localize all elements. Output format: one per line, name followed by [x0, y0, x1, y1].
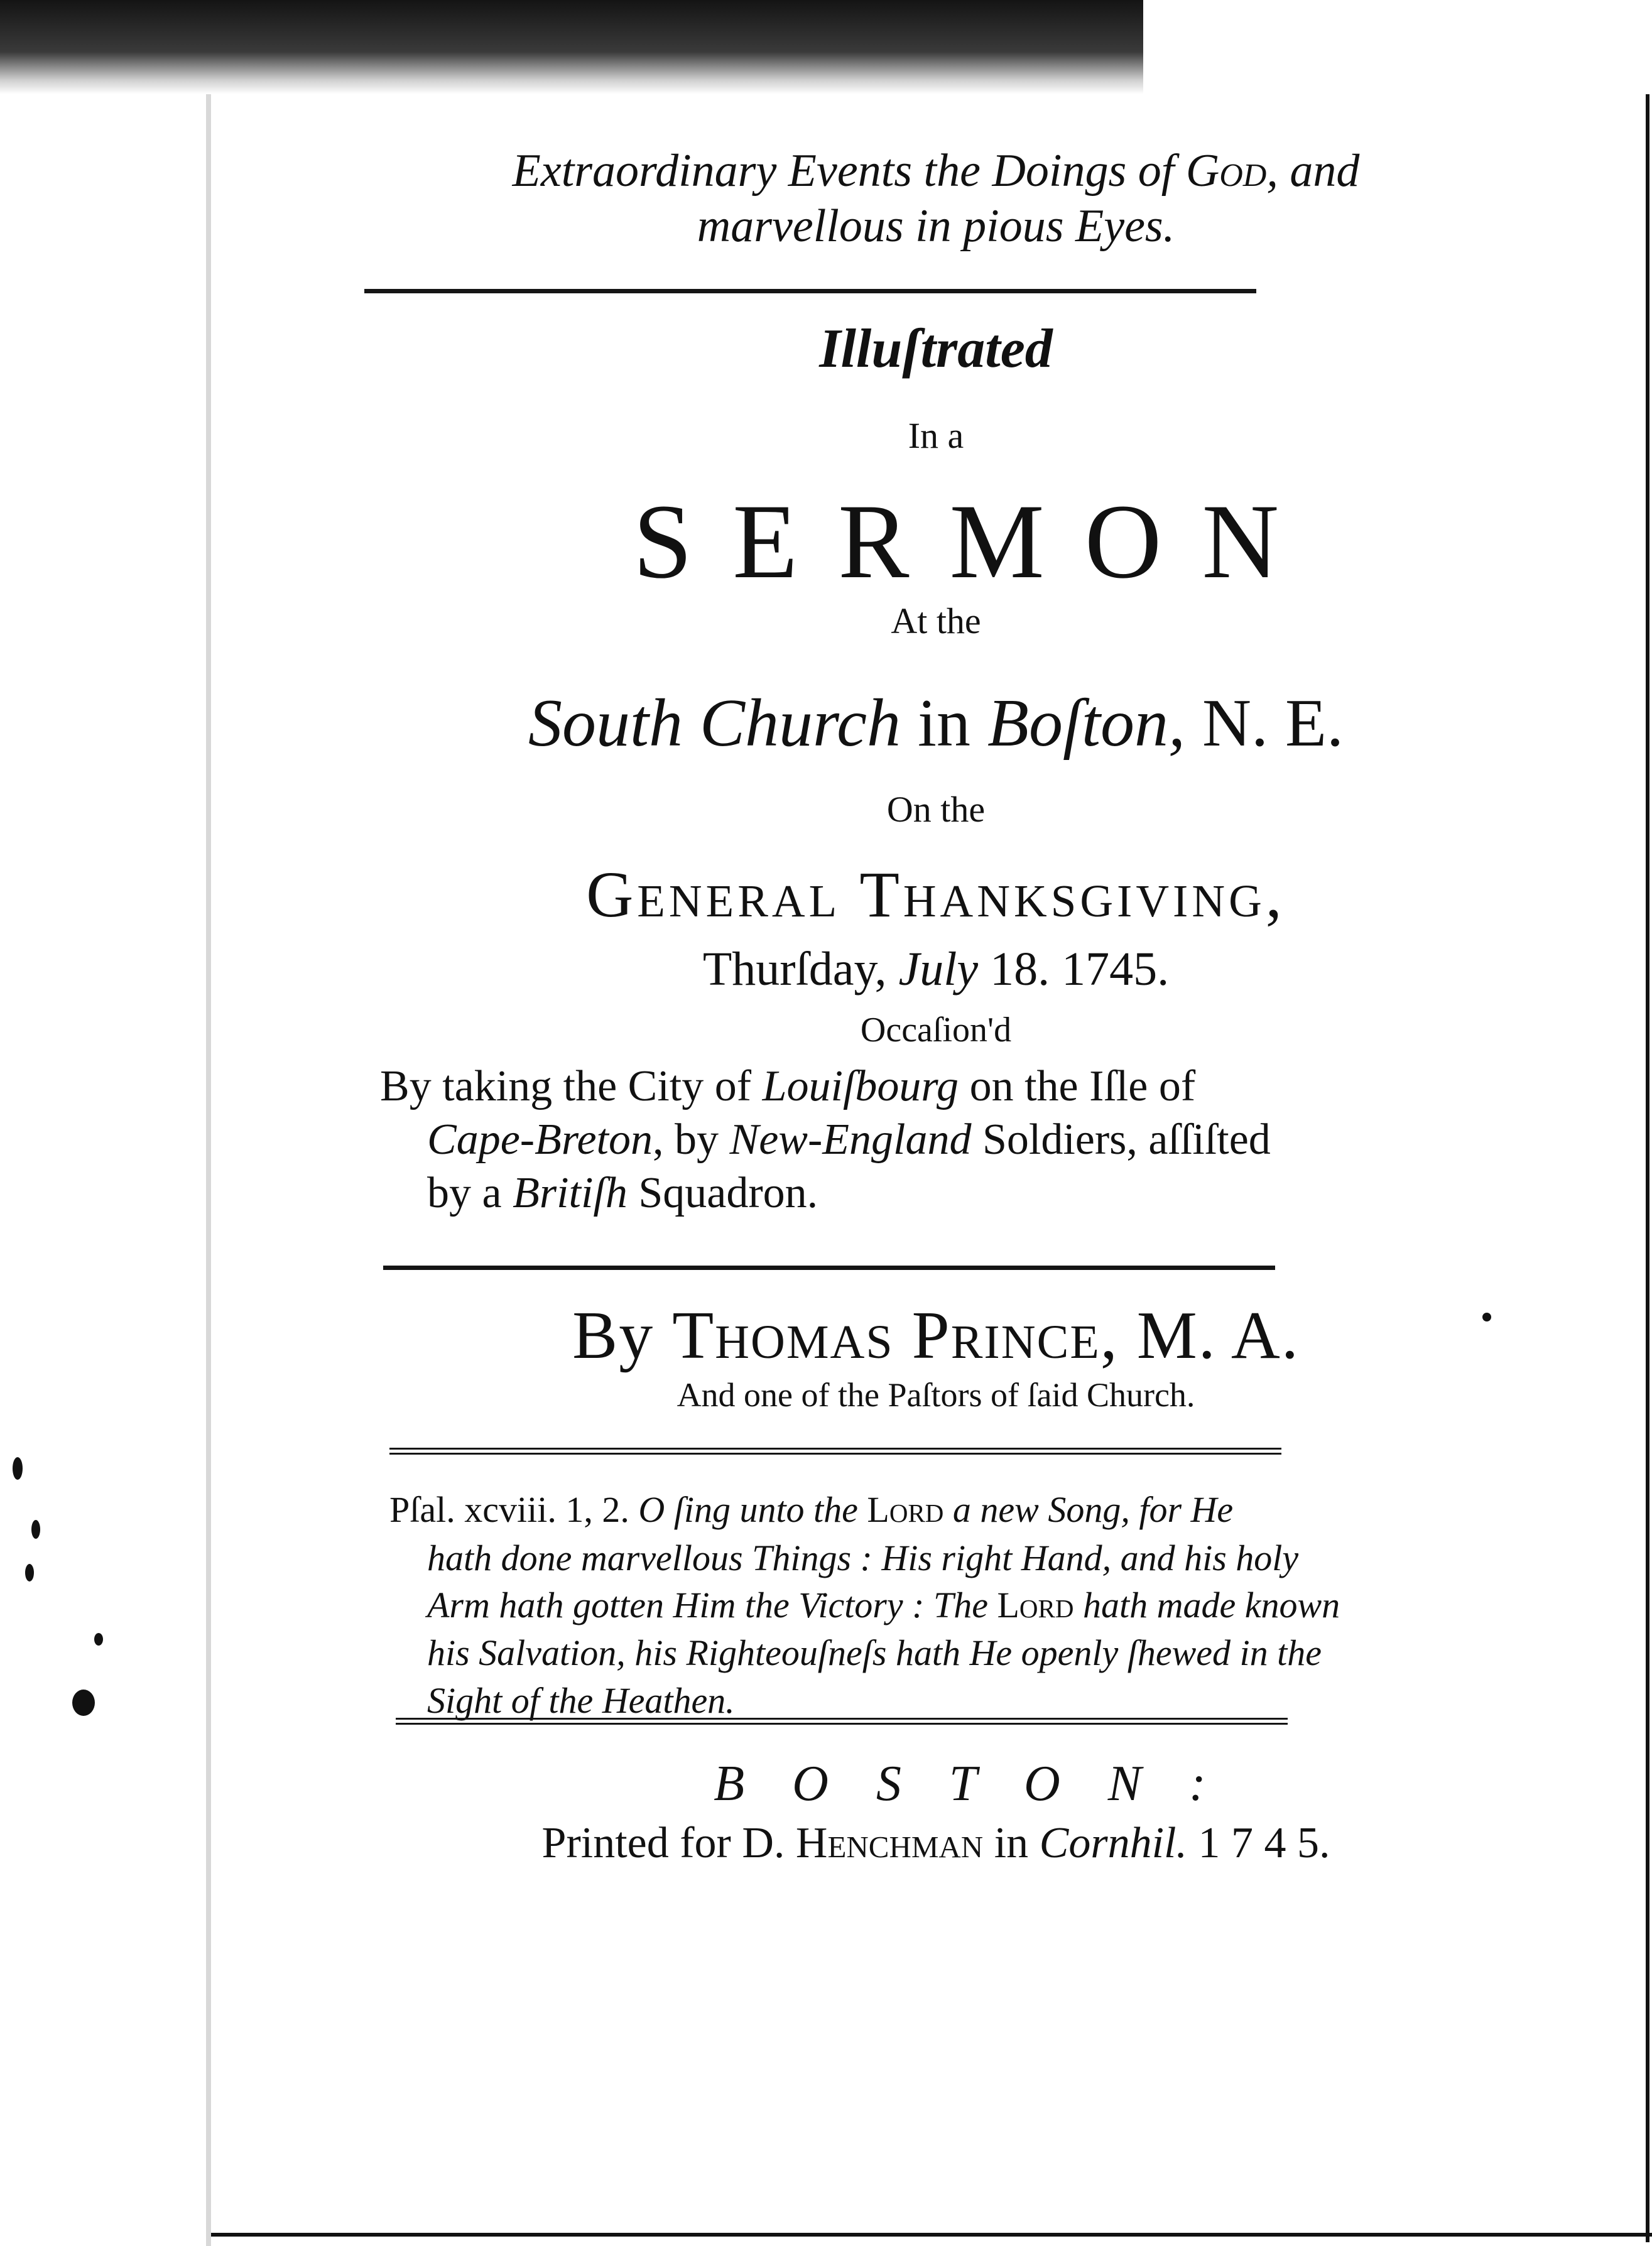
psalm-text: Arm hath gotten Him the Victory : The: [427, 1585, 997, 1625]
ink-speck: [25, 1564, 34, 1581]
headline-and: , and: [1266, 145, 1360, 197]
date-line: [251, 942, 1621, 997]
occasion-para-line-1: [380, 1061, 1195, 1112]
occasion-para-line-2: [427, 1115, 1271, 1165]
illustrated-heading: Illuſtrated: [819, 318, 1053, 379]
psalm-text: a new Song, for He: [943, 1489, 1234, 1530]
headline-text: Extraordinary Events the Doings of: [512, 145, 1186, 197]
para-place: Cape-Breton: [427, 1115, 653, 1164]
headline-god: God: [1185, 145, 1267, 197]
imprint-line: [251, 1818, 1621, 1869]
para-city: Louiſbourg: [762, 1062, 959, 1110]
pastors-line: And one of the Paſtors of ſaid Church.: [677, 1376, 1195, 1414]
imprint-year: 1 7 4 5.: [1187, 1819, 1330, 1867]
date-day: Thurſday,: [702, 943, 899, 996]
divider-rule: [364, 289, 1256, 293]
para-text: , by: [653, 1115, 730, 1164]
at-the-text: At the: [891, 600, 981, 641]
ink-speck: [31, 1520, 40, 1539]
general-thanksgiving: General Thanksgiving,: [586, 859, 1286, 931]
church-name: South Church: [528, 686, 901, 761]
double-divider-rule: [396, 1718, 1288, 1725]
ink-speck: [72, 1690, 95, 1716]
date-year: 18. 1745.: [978, 943, 1170, 996]
psalm-lord: Lord: [997, 1585, 1074, 1625]
printer-name: Henchman: [795, 1819, 984, 1867]
double-divider-rule: [389, 1448, 1281, 1455]
region-name: N. E.: [1185, 686, 1344, 761]
ink-speck: [94, 1633, 103, 1646]
headline-line-2: marvellous in pious Eyes.: [697, 200, 1175, 252]
para-text: on the Iſle of: [959, 1062, 1196, 1110]
para-nation: Britiſh: [513, 1169, 628, 1217]
in-a-text: In a: [908, 415, 964, 456]
date-month: July: [898, 943, 979, 996]
psalm-line-2: hath done marvellous Things : His right Hand, and his holy: [427, 1538, 1299, 1578]
imprint-text: in: [983, 1819, 1040, 1867]
psalm-lord: Lord: [867, 1489, 944, 1530]
para-text: Squadron.: [627, 1169, 818, 1217]
psalm-line-4: his Salvation, his Righteouſneſs hath He openly ſhewed in the: [427, 1632, 1322, 1673]
ink-speck: [13, 1457, 23, 1480]
page-gutter-edge: [206, 94, 211, 2246]
church-line: [251, 685, 1621, 762]
author-by: By: [572, 1298, 673, 1373]
psalm-text: hath made known: [1073, 1585, 1340, 1625]
psalm-line-1: [389, 1489, 1233, 1531]
occasion-para-line-3: [427, 1168, 818, 1218]
occasion-text: Occaſion'd: [860, 1011, 1012, 1050]
sermon-title: SERMON: [633, 482, 1320, 600]
para-text: by a: [427, 1169, 513, 1217]
para-text: By taking the City of: [380, 1062, 763, 1110]
author-line: [251, 1297, 1621, 1375]
psalm-ref: Pſal. xcviii. 1, 2.: [389, 1489, 639, 1530]
psalm-text: O ſing unto the: [638, 1489, 867, 1530]
city-name: Boſton,: [987, 686, 1186, 761]
divider-rule: [383, 1266, 1275, 1270]
page-bottom-edge: [211, 2233, 1652, 2237]
page-right-edge: [1646, 94, 1649, 2242]
scan-top-border-right: [1143, 0, 1652, 100]
para-text: Soldiers, aſſiſted: [971, 1115, 1271, 1164]
author-degree: , M. A.: [1100, 1298, 1300, 1373]
church-in: in: [901, 686, 988, 761]
psalm-line-3: [427, 1584, 1340, 1626]
para-place: New-England: [729, 1115, 972, 1164]
headline-line-1: [251, 144, 1621, 198]
on-the-text: On the: [886, 789, 986, 830]
imprint-street: Cornhil.: [1039, 1819, 1187, 1867]
author-name: Thomas Prince: [672, 1298, 1100, 1373]
psalm-line-5: Sight of the Heathen.: [427, 1680, 735, 1721]
imprint-text: Printed for D.: [541, 1819, 796, 1867]
imprint-place: BOSTON:: [714, 1756, 1254, 1811]
